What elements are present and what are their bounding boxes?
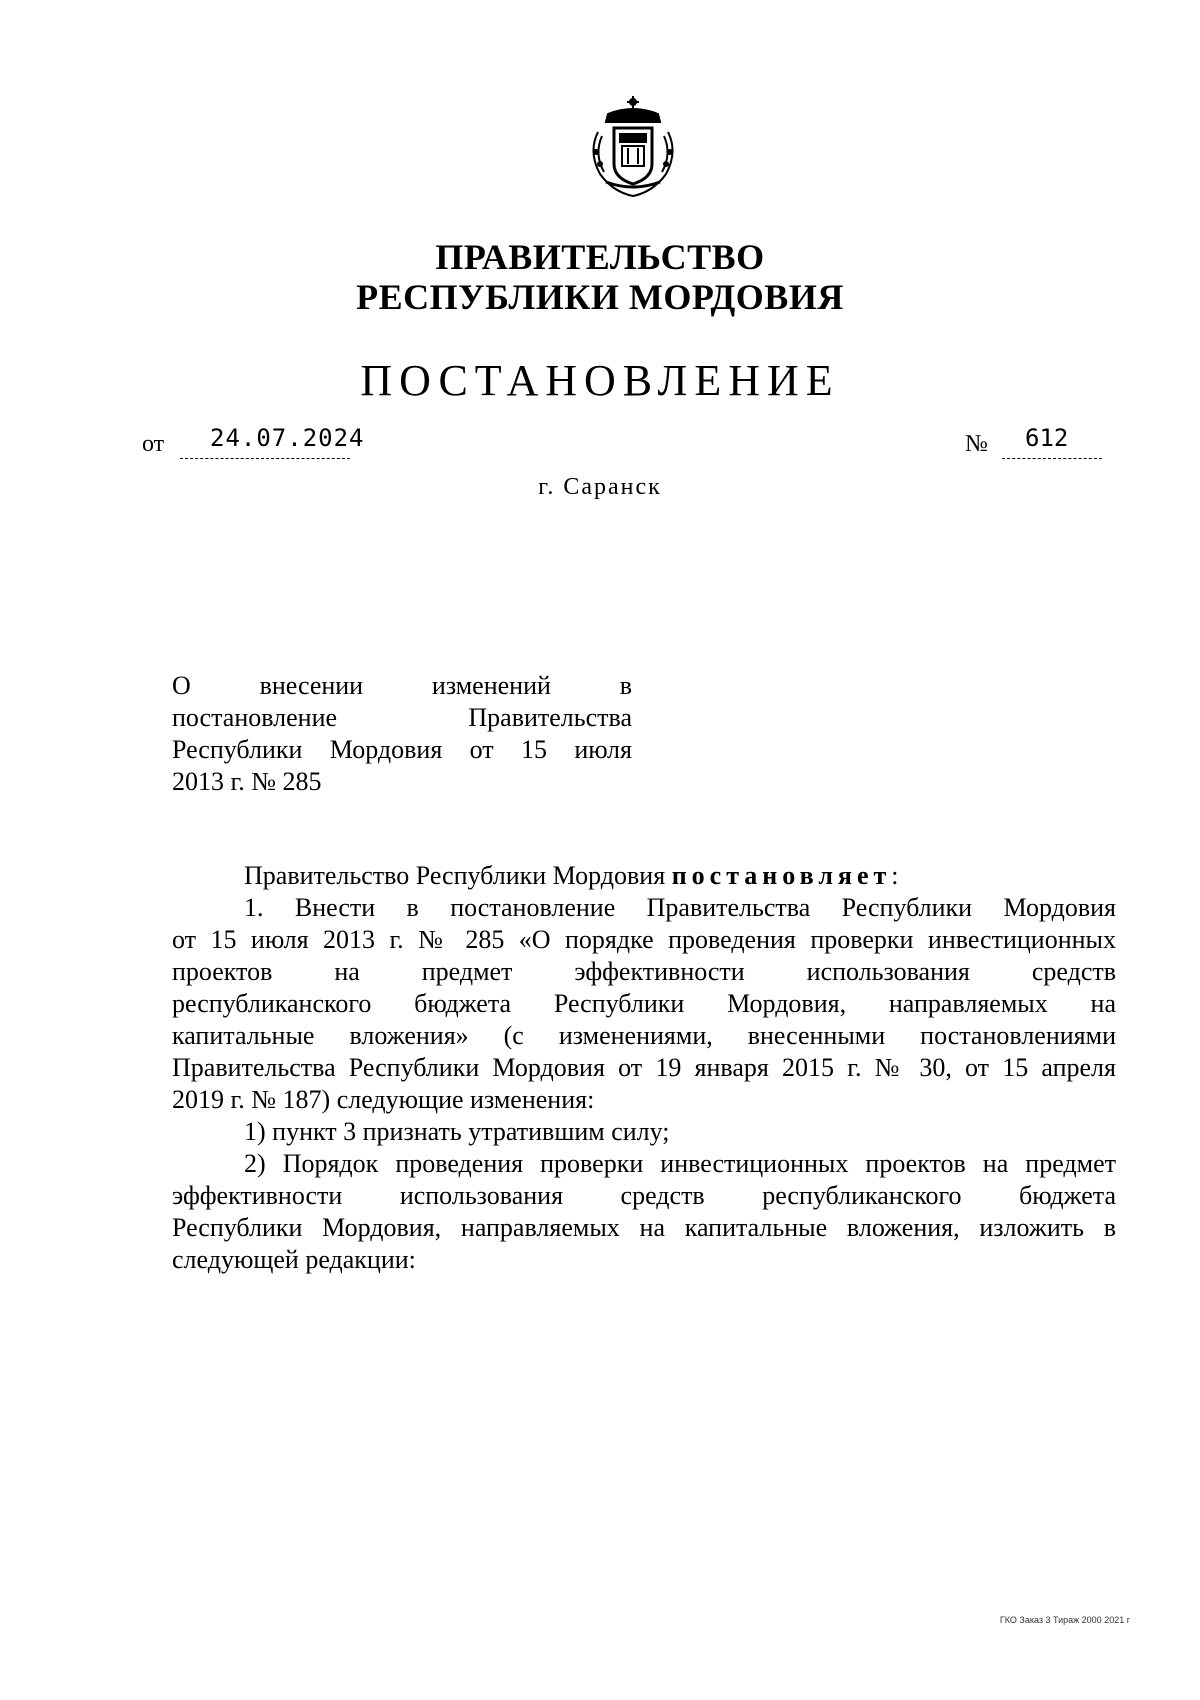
intro-emphasis: постановляет bbox=[671, 861, 892, 890]
intro-colon: : bbox=[891, 861, 899, 890]
document-date bbox=[142, 424, 365, 459]
body-line: 1) пункт 3 признать утратившим силу; bbox=[244, 1117, 670, 1146]
body-line: следующей редакции: bbox=[172, 1245, 416, 1274]
intro-text: Правительство Республики Мордовия bbox=[244, 861, 672, 890]
subject-line: Республики Мордовия от 15 июля bbox=[172, 735, 632, 764]
body-line: эффективности использования средств республиканского бюджета bbox=[172, 1181, 1116, 1210]
intro-paragraph bbox=[172, 860, 1116, 892]
city-name: г. Саранск bbox=[538, 474, 662, 500]
body-line: 2) Порядок проведения проверки инвестиционных проектов на предмет bbox=[244, 1149, 1116, 1178]
organization-name-line2: РЕСПУБЛИКИ МОРДОВИЯ bbox=[356, 277, 844, 317]
document-number bbox=[965, 424, 1102, 459]
subject-line: постановление Правительства bbox=[172, 703, 632, 732]
number-value: 612 bbox=[1025, 424, 1069, 452]
subject-line: О внесении изменений в bbox=[172, 671, 632, 700]
date-value: 24.07.2024 bbox=[210, 424, 365, 452]
coat-of-arms-emblem bbox=[578, 92, 688, 202]
subject-line: 2013 г. № 285 bbox=[172, 767, 322, 796]
document-type-title: ПОСТАНОВЛЕНИЕ bbox=[360, 356, 840, 405]
print-info-footer: ГКО Заказ 3 Тираж 2000 2021 г bbox=[999, 1615, 1130, 1625]
body-line: 1. Внести в постановление Правительства Республики Мордовия bbox=[244, 893, 1116, 922]
number-prefix: № bbox=[965, 431, 988, 457]
body-line: от 15 июля 2013 г. № 285 «О порядке проведения проверки инвестиционных bbox=[172, 925, 1116, 954]
body-line: капитальные вложения» (с изменениями, внесенными постановлениями bbox=[172, 1021, 1116, 1050]
body-line: проектов на предмет эффективности использования средств bbox=[172, 957, 1116, 986]
organization-name-line1: ПРАВИТЕЛЬСТВО bbox=[435, 237, 765, 277]
date-prefix: от bbox=[142, 431, 165, 457]
body-line: республиканского бюджета Республики Мордовия, направляемых на bbox=[172, 989, 1116, 1018]
body-line: Республики Мордовия, направляемых на капитальные вложения, изложить в bbox=[172, 1213, 1116, 1242]
document-body bbox=[172, 860, 1116, 1276]
document-subject bbox=[172, 670, 632, 798]
body-line: Правительства Республики Мордовия от 19 января 2015 г. № 30, от 15 апреля bbox=[172, 1053, 1116, 1082]
body-line: 2019 г. № 187) следующие изменения: bbox=[172, 1085, 595, 1114]
